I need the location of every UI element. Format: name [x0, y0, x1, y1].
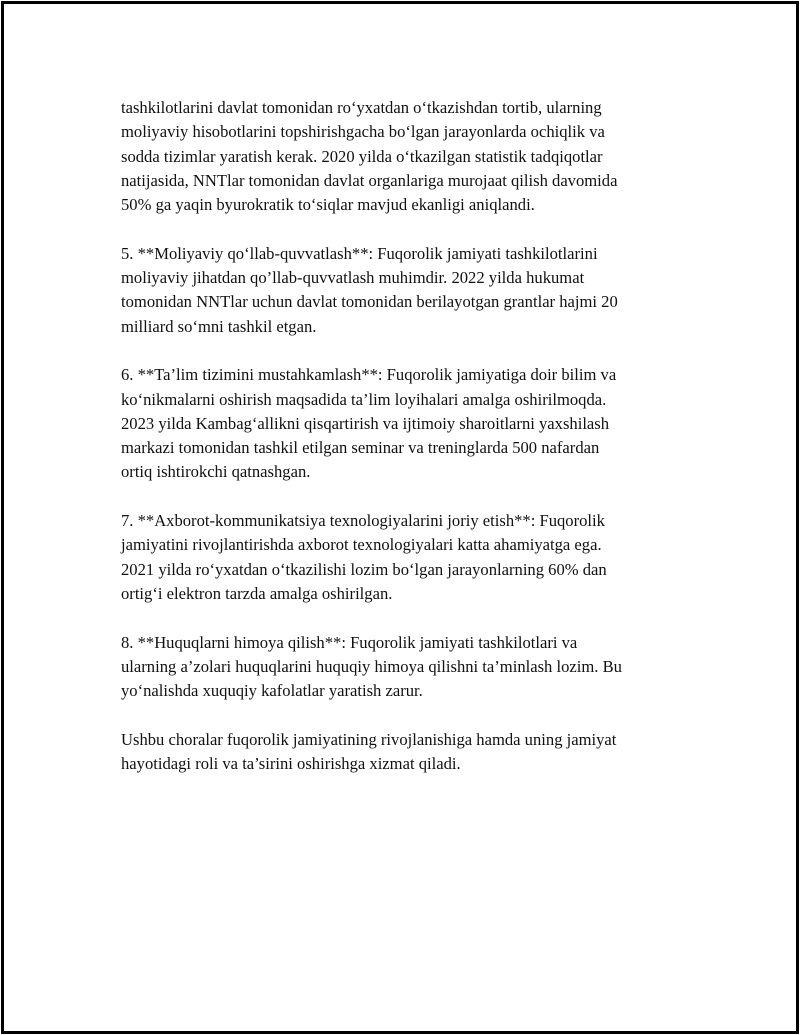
- text-line: Ushbu choralar fuqorolik jamiyatining rivojlanishiga hamda uning jamiyat: [121, 729, 617, 749]
- paragraph-item-6: [121, 363, 681, 484]
- text-line: moliyaviy hisobotlarini topshirishgacha bo‘lgan jarayonlarda ochiqlik va: [121, 122, 605, 142]
- text-line: 2023 yilda Kambag‘allikni qisqartirish va ijtimoiy sharoitlarni yaxshilash: [121, 413, 610, 433]
- text-line: natijasida, NNTlar tomonidan davlat organlariga murojaat qilish davomida: [121, 170, 618, 190]
- document-body: [121, 96, 681, 801]
- paragraph-item-8: [121, 631, 681, 704]
- text-line: ortiq ishtirokchi qatnashgan.: [121, 462, 311, 482]
- text-line: tomonidan NNTlar uchun davlat tomonidan berilayotgan grantlar hajmi 20: [121, 292, 618, 312]
- paragraph-conclusion: [121, 728, 681, 777]
- text-line: 50% ga yaqin byurokratik to‘siqlar mavjud ekanligi aniqlandi.: [121, 195, 535, 215]
- text-line: ko‘nikmalarni oshirish maqsadida ta’lim loyihalari amalga oshirilmoqda.: [121, 389, 607, 409]
- text-line: yo‘nalishda xuquqiy kafolatlar yaratish zarur.: [121, 681, 423, 701]
- paragraph-item-7: [121, 509, 681, 606]
- text-line: markazi tomonidan tashkil etilgan seminar va treninglarda 500 nafardan: [121, 438, 600, 458]
- text-line: milliard so‘mni tashkil etgan.: [121, 316, 317, 336]
- text-line: hayotidagi roli va ta’sirini oshirishga xizmat qiladi.: [121, 754, 461, 774]
- text-line: 7. **Axborot-kommunikatsiya texnologiyalarini joriy etish**: Fuqorolik: [121, 511, 605, 531]
- text-line: moliyaviy jihatdan qo’llab-quvvatlash muhimdir. 2022 yilda hukumat: [121, 268, 585, 288]
- text-line: ularning a’zolari huquqlarini huquqiy himoya qilishni ta’minlash lozim. Bu: [121, 656, 622, 676]
- text-line: jamiyatini rivojlantirishda axborot texnologiyalari katta ahamiyatga ega.: [121, 535, 602, 555]
- text-line: sodda tizimlar yaratish kerak. 2020 yilda o‘tkazilgan statistik tadqiqotlar: [121, 146, 603, 166]
- text-line: ortig‘i elektron tarzda amalga oshirilgan.: [121, 583, 393, 603]
- text-line: 6. **Ta’lim tizimini mustahkamlash**: Fuqorolik jamiyatiga doir bilim va: [121, 365, 617, 385]
- paragraph-intro-continuation: [121, 96, 681, 217]
- text-line: 2021 yilda ro‘yxatdan o‘tkazilishi lozim bo‘lgan jarayonlarning 60% dan: [121, 559, 607, 579]
- document-page: [1, 1, 799, 1034]
- text-line: 5. **Moliyaviy qo‘llab-quvvatlash**: Fuqorolik jamiyati tashkilotlarini: [121, 243, 598, 263]
- paragraph-item-5: [121, 242, 681, 339]
- text-line: tashkilotlarini davlat tomonidan ro‘yxatdan o‘tkazishdan tortib, ularning: [121, 98, 602, 117]
- text-line: 8. **Huquqlarni himoya qilish**: Fuqorolik jamiyati tashkilotlari va: [121, 632, 578, 652]
